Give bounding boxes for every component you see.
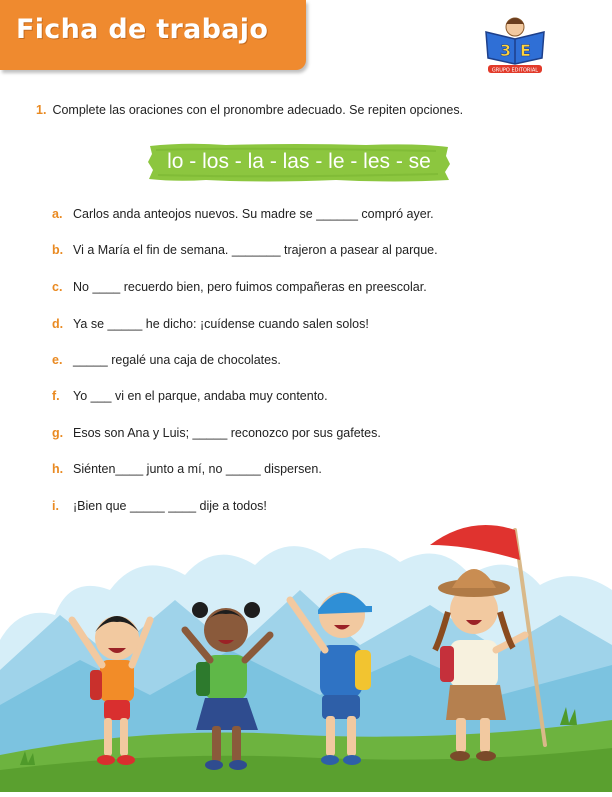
instruction-text: Complete las oraciones con el pronombre adecuado. Se repiten opciones. xyxy=(52,103,464,117)
page-title: Ficha de trabajo xyxy=(16,14,269,45)
list-item xyxy=(52,317,369,331)
item-text: No ____ recuerdo bien, pero fuimos compañeras en preescolar. xyxy=(73,280,427,294)
item-text: Yo ___ vi en el parque, andaba muy contento. xyxy=(73,389,328,403)
list-item xyxy=(52,426,381,440)
item-letter: i. xyxy=(52,499,59,513)
item-text: Ya se _____ he dicho: ¡cuídense cuando salen solos! xyxy=(73,317,369,331)
item-letter: e. xyxy=(52,353,63,367)
item-text: Vi a María el fin de semana. _______ trajeron a pasear al parque. xyxy=(73,243,438,257)
header-banner xyxy=(0,0,306,70)
flag-icon xyxy=(430,525,520,560)
logo-caption: GRUPO EDITORIAL xyxy=(491,67,539,74)
children-hiking-illustration xyxy=(0,520,612,792)
word-bank xyxy=(146,142,452,184)
list-item xyxy=(52,207,434,221)
word-bank-options: lo - los - la - las - le - les - se xyxy=(167,150,431,173)
list-item xyxy=(52,499,267,513)
exercise-instruction xyxy=(36,103,463,117)
item-text: ¡Bien que _____ ____ dije a todos! xyxy=(73,499,267,513)
item-letter: h. xyxy=(52,462,64,476)
item-letter: c. xyxy=(52,280,63,294)
item-text: Carlos anda anteojos nuevos. Su madre se ______ compró ayer. xyxy=(73,207,434,221)
list-item xyxy=(52,243,438,257)
logo-letter-3: 3 xyxy=(500,41,512,60)
list-item xyxy=(52,353,281,367)
item-text: _____ regalé una caja de chocolates. xyxy=(73,353,281,367)
item-letter: b. xyxy=(52,243,64,257)
logo-letter-e: E xyxy=(520,41,531,60)
item-text: Esos son Ana y Luis; _____ reconozco por sus gafetes. xyxy=(73,426,381,440)
publisher-logo-icon xyxy=(482,14,548,76)
item-text: Siénten____ junto a mí, no _____ dispersen. xyxy=(73,462,322,476)
item-letter: g. xyxy=(52,426,64,440)
list-item xyxy=(52,462,322,476)
exercise-number: 1. xyxy=(36,103,47,117)
list-item xyxy=(52,389,328,403)
item-letter: d. xyxy=(52,317,64,331)
list-item xyxy=(52,280,427,294)
item-letter: a. xyxy=(52,207,63,221)
item-letter: f. xyxy=(52,389,60,403)
